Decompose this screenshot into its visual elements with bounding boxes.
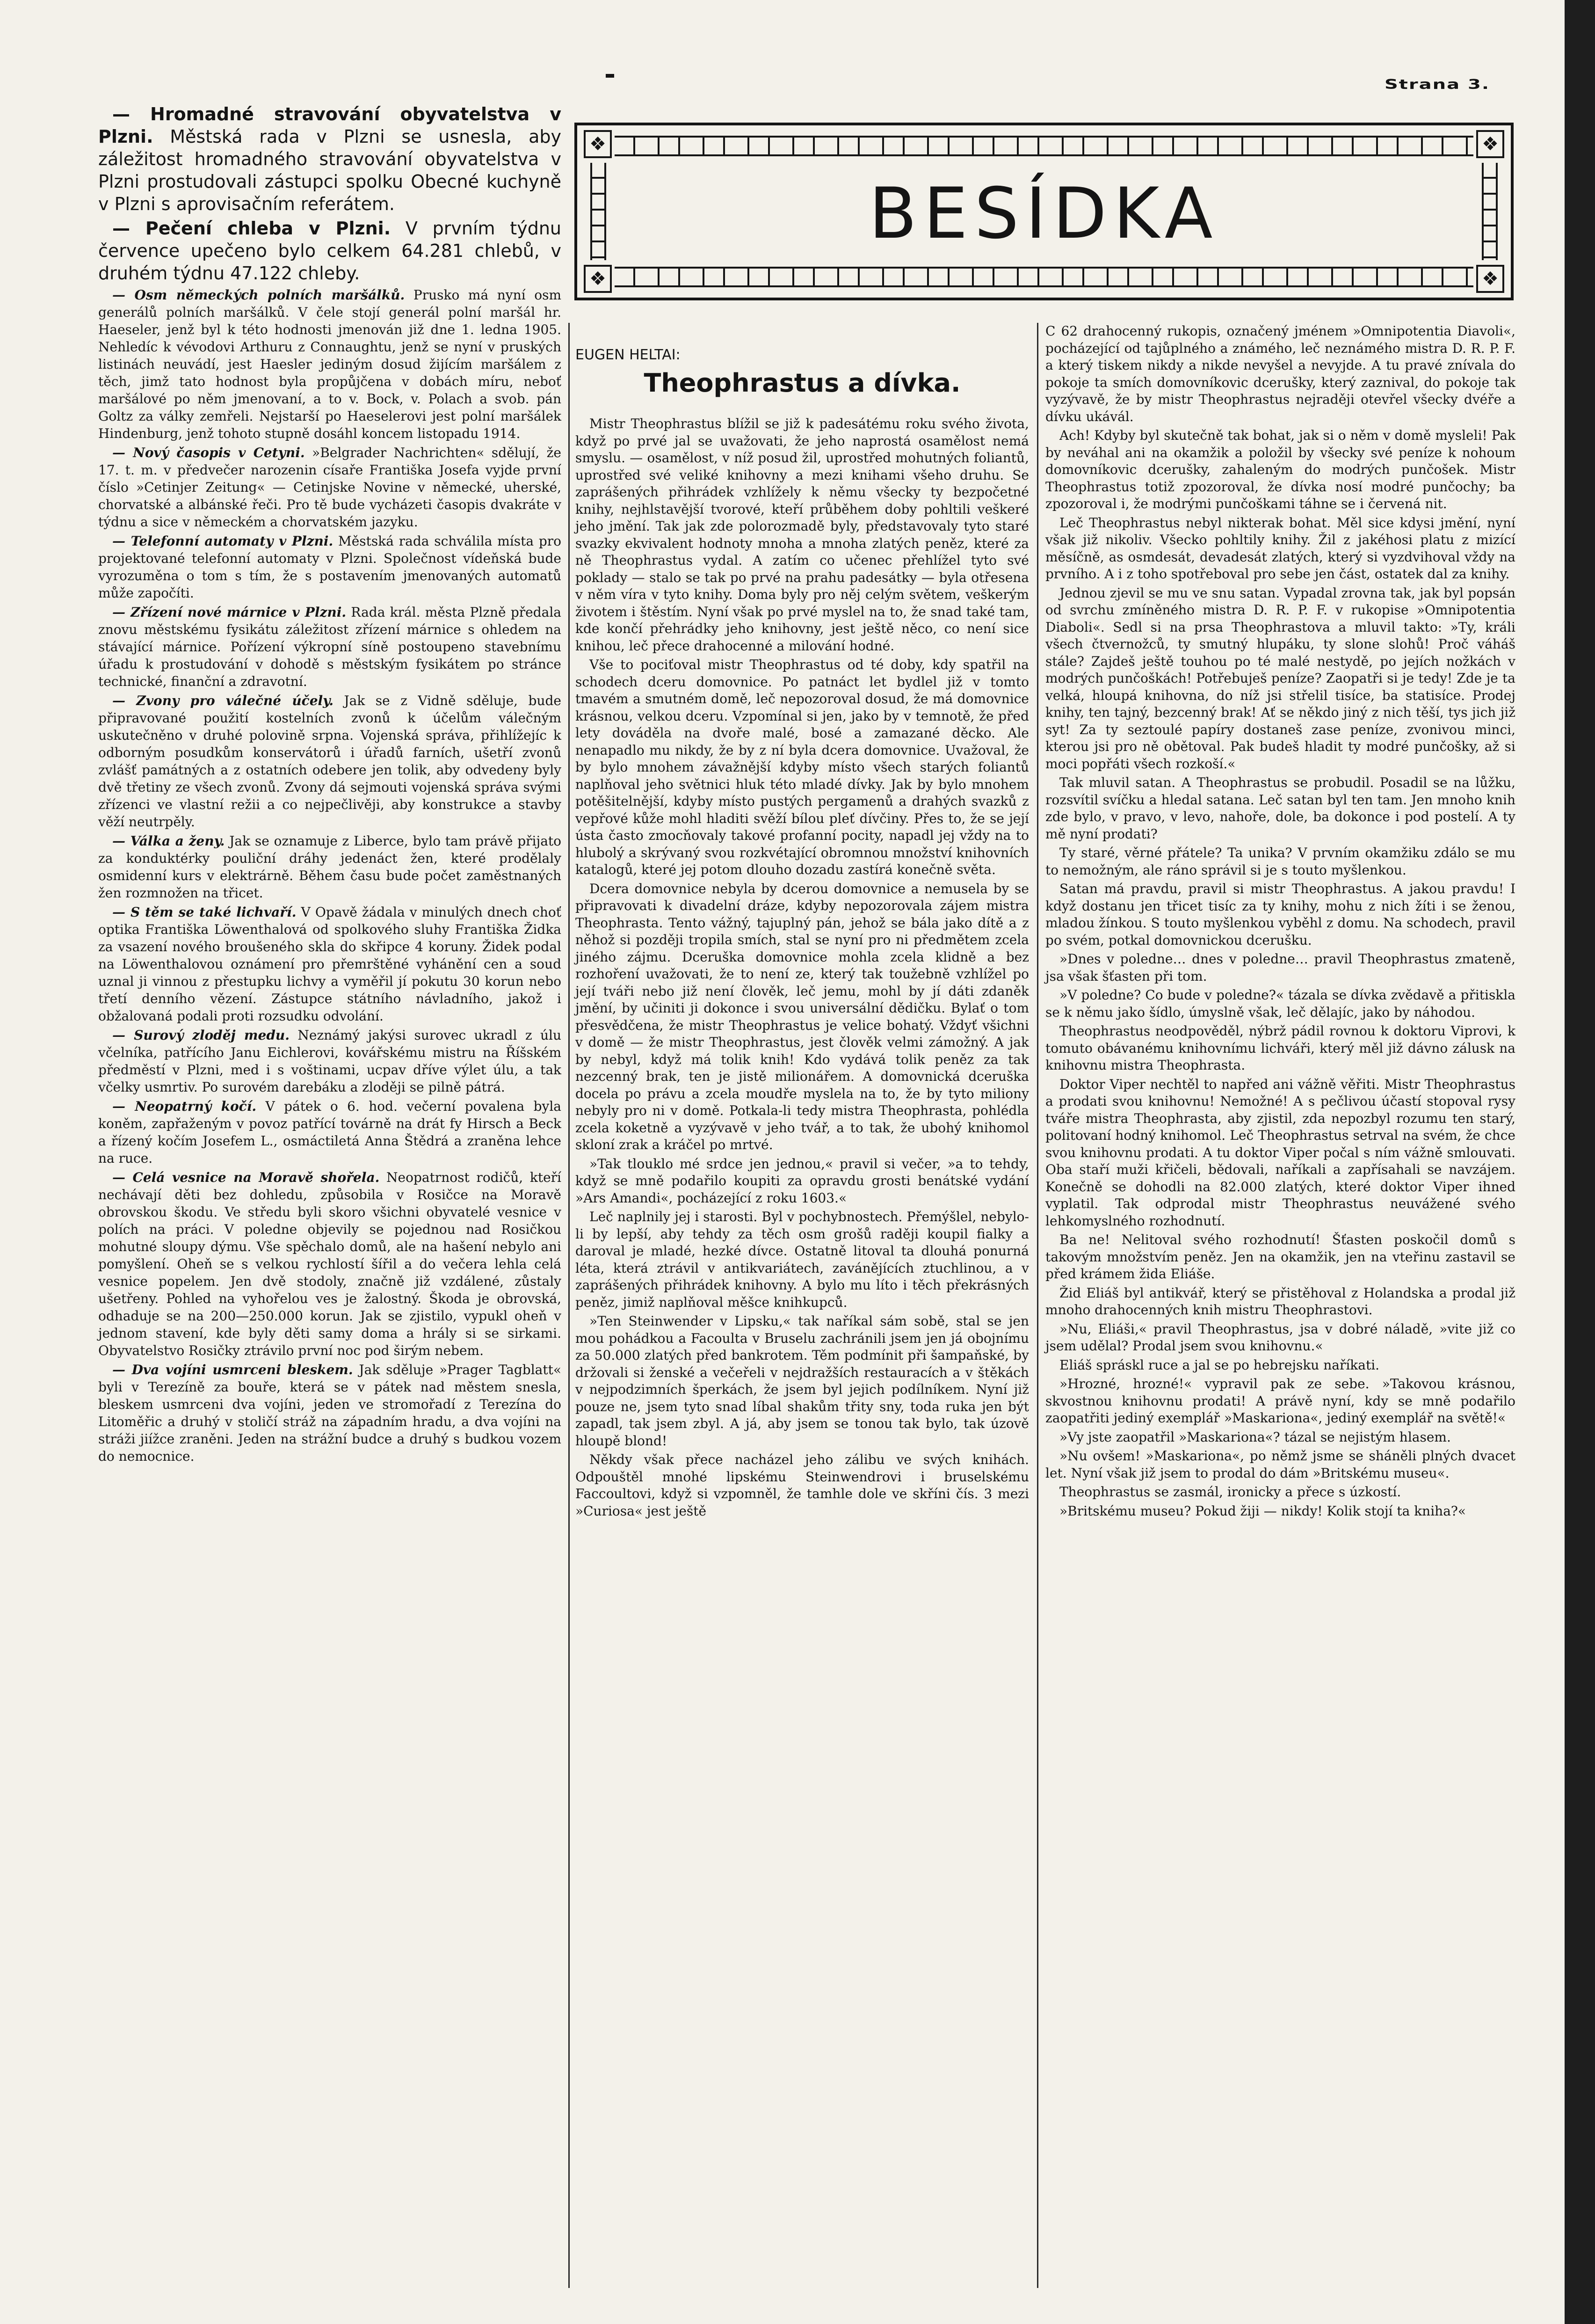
story-paragraph: »Nu ovšem! »Maskariona«, po němž jsme se sháněli plných dvacet let. Nyní však již jsem to prodal do dám »Britskému museu«. xyxy=(1045,1448,1515,1481)
story-paragraph: Dcera domovnice nebyla by dcerou domovnice a nemusela by se připravovati k divadelní dráze, kdyby nepozorovala zájem mistra Theophrasta. Tento vážný, tajuplný pán, jehož se bála jako dítě a z něhož si později tropila smích, stal se nyní pro ni předmětem zcela jiného zájmu. Dceruška domovnice mohla zcela klidně a bez rozhoření uvažovati, že to není ze, který tak toužebně vzhlížel po její tváři nebo již není člověk, leč jemu, mohl by jí dáti zdaněk jmění, by učiniti ji dokonce i svou universální dědičku. Bylať o tom přesvědčena, že mistr Theophrastus je velice bohatý. Vždyť všichni v domě — že mistr Theophrastus, jest člověk velmi zámožný. A jak by nebyl, když má tolik knih! Kdo vydává tolik peněz za tak nezcenný brak, ten je jistě milionářem. A domovnická dceruška docela po právu a zcela moudře myslela na to, že by tyto miliony nebyly pro ni v domě. Potkala-li tedy mistra Theophrasta, pohlédla zcela koketně a vyzývavě v jeho tvář, a to tak, že ubohý knihomol skloní zrak a kráčel po mrtvé. xyxy=(575,881,1029,1152)
story-paragraph: »Nu, Eliáši,« pravil Theophrastus, jsa v dobré náladě, »vite již co jsem udělal? Prodal jsem svou knihovnu.« xyxy=(1045,1321,1515,1354)
story-paragraph: »Ten Steinwender v Lipsku,« tak naříkal sám sobě, stal se jen mou pohádkou a Facoulta v Bruselu zachránili jsem jen já obojnímu za 50.000 zlatých před bankrotem. Těm podmínit při šampaňské, by držovali si ženské a večeřeli v nejdražších restauracích a v štěkách v nejpodzimních šperkách, že jsem byl jejich podílníkem. Nyní již pouze ne, jsem tyto snad líbal shakům třity sny, toda ruka jen být zapadl, tak jsem zbyl. A já, aby jsem se tonou tak bylo, tak úzově hloupě blond! xyxy=(575,1313,1029,1449)
story-paragraph: »Tak tlouklo mé srdce jen jednou,« pravil si večer, »a to tehdy, když se mně podařilo koupiti za opravdu grosti benátské vydání »Ars Amandi«, pocházející z roku 1603.« xyxy=(575,1156,1029,1206)
story-author: EUGEN HELTAI: xyxy=(575,347,681,363)
scan-edge xyxy=(1565,0,1595,2324)
news-item: — Nový časopis v Cetyni. »Belgrader Nachrichten« sdělují, že 17. t. m. v předvečer narozenin císaře Františka Josefa vyjde první číslo »Cetinjer Zeitung« — Cetinjske Novine v německé, uherské, chorvatské a albánské řeči. Pro tě bude vycházeti časopis dvakráte v týdnu a sice v německém a chorvatském jazyku. xyxy=(98,445,561,530)
story-paragraph: Theophrastus se zasmál, ironicky a přece s úzkostí. xyxy=(1059,1484,1401,1500)
top-dash-mark xyxy=(606,74,614,78)
ornament-corner-icon: ❖ xyxy=(584,130,612,158)
news-item: — Zřízení nové márnice v Plzni. Rada král. města Plzně předala znovu městskému fysikátu záležitost zřízení márnice s ohledem na stávající márnice. Pořízení výkropní síně postoupeno stavebnímu úřadu k prostudování v dohodě s městským fysikátem po stránce technické, finanční a zdravotní. xyxy=(98,605,561,689)
ornament-corner-icon: ❖ xyxy=(1476,130,1504,158)
story-paragraph: »Dnes v poledne… dnes v poledne… pravil Theophrastus zmateně, jsa však šťasten při tom. xyxy=(1045,951,1515,984)
story-paragraph: Jednou zjevil se mu ve snu satan. Vypadal zrovna tak, jak byl popsán od svrchu zmíněného mistra D. R. P. F. v rukopise »Omnipotentia Diaboli«. Sedl si na prsa Theophrastova a mluvil takto: »Ty, králi všech čtvernožců, ty smutný hlupáku, ty slone slohů! Proč váháš stále? Zajdeš ještě touhou po té malé nestydě, po jejích nožkách v modrých punčoškách! Potřebuješ peníze? Zaopatři si je tedy! Zde je ta velká, hloupá knihovna, do níž jsi střelil tisíce, ba statisíce. Prodej knihy, ten tajný, bezcenný brak! Ať se někdo jiný z nich těší, tys jich již syt! Za ty seztoulé papíry dostaneš zase peníze, zvonivou minci, kterou jsi pro ně obětoval. Pak budeš hladit ty modré punčošky, až si moci popřáti všech rozkoší.« xyxy=(1045,585,1515,772)
story-paragraph: Leč naplnily jej i starosti. Byl v pochybnostech. Přemýšlel, nebylo-li by lepší, aby tehdy za těch osm grošů raději koupil fialky a daroval je mladé, hezké dívce. Ostatně litoval ta dlouhá ponurná léta, která ztrávil v antikvariátech, zavánějících ztuchlinou, a v zaprášených přihrádek knihovny. A bylo mu líto i těch překrásných peněz, jimiž naplňoval měšce knihkupců. xyxy=(575,1209,1029,1310)
story-paragraph: C 62 drahocenný rukopis, označený jménem »Omnipotentia Diavoli«, pocházející od tajůplného a známého, leč neznámého mistra D. R. P. F. a který tiskem nikdy a nikde nevyšel a nevyjde. A tu pravé znívala do pokoje ta smích domovníkovic dcerušky, který zaznival, do pokoje tak vyzývavě, že by mistr Theophrastus nejraději otevřel všecky dvéře a dívku ukávál. xyxy=(1045,323,1515,424)
story-paragraph: Ty staré, věrné přátele? Ta unika? V prvním okamžiku zdálo se mu to nemožným, ale ráno správil si je s touto myšlenkou. xyxy=(1045,845,1515,878)
news-item: — Surový zloděj medu. Neznámý jakýsi surovec ukradl z úlu včelníka, patřícího Janu Eichlerovi, kovářskému mistru na Říšském předměstí v Plzni, med i s voštinami, ucpav dříve výlet úlu, a tak včelky usmrtiv. Po surovém darebáku a zloději se pilně pátrá. xyxy=(98,1027,561,1095)
story-paragraph: Theophrastus neodpověděl, nýbrž pádil rovnou k doktoru Viprovi, k tomuto obávanému knihovnímu lichváři, který měl již dávno zálusk na knihovnu mistra Theophrasta. xyxy=(1045,1023,1515,1073)
news-item: — Zvony pro válečné účely. Jak se z Vidně sděluje, bude připravované použití kostelních zvonů k účelům válečným uskutečněno v druhé polovině srpna. Vojenská správa, přihlížejíc k odborným posudkům konservátorů i úřadů farních, ušetří zvonů zvlášť památných a z ostatních odebere jen tolik, aby odvedeny byly dvě třetiny ze všech zvonů. Zvony dá sejmouti vojenská správa svými zřízenci ve vlastní režii a co nejpečlivěji, aby konstrukce a stavby věží neutrpěly. xyxy=(98,693,561,830)
story-paragraph: Ach! Kdyby byl skutečně tak bohat, jak si o něm v domě mysleli! Pak by neváhal ani na okamžik a položil by všecky své peníze k nohoum domovníkovic dcerušky, zahaleným do modrých punčošek. Mistr Theophrastus totiž zpozoroval, že dívka nosí modré punčochy; ba zpozoroval i, že modrými punčoškami táhne se i červená nit. xyxy=(1045,428,1515,511)
news-item: — S těm se také lichvaří. V Opavě žádala v minulých dnech choť optika Františka Löwenthalová od spolkového sluhy Františka Židka za vsazení nového broušeného skla do skřipce 4 koruny. Židek podal na Löwenthalovou oznámení pro přemrštěné vyhánění cen a soud uznal ji vinnou z přestupku lichvy a vyměřil jí pokutu 30 korun nebo třetí denního vězení. Zástupce státního návladního, jakož i obžalovaná podali proti rozsudku odvolání. xyxy=(98,904,562,1024)
story-paragraph: »Hrozné, hrozné!« vypravil pak ze sebe. »Takovou krásnou, skvostnou knihovnu prodati! A právě nyní, kdy se mně podařilo zaopatřiti jediný exemplář »Maskariona«, jediný exemplář na světě!« xyxy=(1045,1376,1515,1426)
page-header-mark: Strana 3. xyxy=(1385,77,1490,93)
story-title: Theophrastus a dívka. xyxy=(644,368,961,398)
ornament-band-top xyxy=(615,136,1473,156)
news-item: — Telefonní automaty v Plzni. Městská rada schválila místa pro projektované telefonní automaty v Plzni. Společnost vídeňská bude vyrozuměna o tom s tím, že s postavením jmenovaných automatů může započíti. xyxy=(98,533,561,601)
news-column xyxy=(98,103,561,1467)
story-paragraph: »Britskému museu? Pokud žiji — nikdy! Kolik stojí ta kniha?« xyxy=(1059,1503,1466,1519)
story-column-1 xyxy=(575,346,1029,1522)
news-item: — Celá vesnice na Moravě shořela. Neopatrnost rodičů, kteří nechávají děti bez dohledu, způsobila v Rosičce na Moravě obrovskou škodu. Ve středu byli skoro všichni obyvatelé vesnice v polích na práci. V poledne objevily se pojednou nad Rosičkou mohutné sloupy dýmu. Vše spěchalo domů, ale na hašení nebylo ani pomyšlení. Oheň se s velkou rychlostí šířil a do večera lehla celá vesnice popelem. Jen dvě stodoly, značně již vzdálené, zůstaly ušetřeny. Pohled na vyhořelou ves je žalostný. Škoda je obrovská, odhaduje se na 200—250.000 korun. Jak se zjistilo, vypukl oheň v jednom stavení, kde byly děti samy doma a hrály si se sirkami. Obyvatelstvo Rosičky ztrávilo první noc pod širým nebem. xyxy=(98,1170,561,1358)
masthead-title: BESÍDKA xyxy=(869,173,1219,255)
story-paragraph: Eliáš spráskl ruce a jal se po hebrejsku naříkati. xyxy=(1059,1357,1380,1373)
story-paragraph: Satan má pravdu, pravil si mistr Theophrastus. A jakou pravdu! I když dostanu jen třicet tisíc za ty knihy, mohu z nich žíti i se ženou, mladou žínkou. S touto myšlenkou vyběhl z domu. Na schodech, pravil po svém, potkal domovnickou dcerušku. xyxy=(1045,881,1515,948)
story-paragraph: Žid Eliáš byl antikvář, který se přistěhoval z Holandska a prodal již mnoho drahocenných knih mistru Theophrastovi. xyxy=(1045,1285,1515,1318)
besidka-masthead xyxy=(574,123,1514,300)
story-paragraph: Tak mluvil satan. A Theophrastus se probudil. Posadil se na lůžku, rozsvítil svíčku a hledal satana. Leč satan byl ten tam. Jen mnoho knih zde bylo, v pravo, v levo, nahoře, dole, ba dokonce i pod postelí. A ty mě nyní prodati? xyxy=(1045,775,1515,842)
news-item: — Dva vojíni usmrceni bleskem. Jak sděluje »Prager Tagblatt« byli v Terezíně za bouře, která se v pátek nad městem snesla, bleskem usmrceni dva vojíni, jeden ve stromořadí z Terezína do Litoměřic a druhý v stoličí stráž na západním hradu, a dva vojíni na stráži jiížce zraněni. Jeden na strážní budce a druhý s budkou vozem do nemocnice. xyxy=(98,1362,561,1464)
story-column-2 xyxy=(1045,323,1515,1522)
news-item: — Válka a ženy. Jak se oznamuje z Liberce, bylo tam právě přijato za konduktérky pouliční dráhy jedenáct žen, které prodělaly osmidenní kurs v elektrárně. Během času bude počet zaměstnaných žen rozmnožen na třicet. xyxy=(98,833,561,901)
story-paragraph: Leč Theophrastus nebyl nikterak bohat. Měl sice kdysi jmění, nyní však již nikoliv. Všecko pohltily knihy. Žil z jakéhosi platu z mizící měsíčně, as osmdesát, devadesát zlatých, který si vyzdvihoval vždy na prvního. A i z toho spotřeboval pro sebe jen část, ostatek dal za knihy. xyxy=(1045,515,1515,582)
ornament-corner-icon: ❖ xyxy=(1476,265,1504,293)
column-rule xyxy=(568,323,570,2288)
news-item-big-1: — Hromadné stravování obyvatelstva v Plzni. Městská rada v Plzni se usnesla, aby záležitost hromadného stravování obyvatelstva v Plzni prostudovali zástupci spolku Obecné kuchyně v Plzni s aprovisačním referátem. xyxy=(98,104,561,214)
story-paragraph: Ba ne! Nelitoval svého rozhodnutí! Šťasten poskočil domů s takovým množstvím peněz. Jen na okamžik, jen na vteřinu zastavil se před krámem žida Eliáše. xyxy=(1045,1232,1515,1282)
story-paragraph: Mistr Theophrastus blížil se již k padesátému roku svého života, když po prvé jal se uvažovati, že jeho naprostá osamělost nemá smyslu. — osamělost, v níž posud žil, uprostřed mohutných foliantů, uprostřed své veliké knihovny a mezi knihami všeho druhu. Se zaprášených přihrádek vzhlížely k němu všecky ty bezpočetné knihy, nejhlstavější tvorové, kteří průběhem doby pohltili veškeré jeho jmění. Tak jak zde polorozmadě byly, představovaly tyto staré svazky ekvivalent hodnoty mnoha a mnoha zlatých peněz, které za ně Theophrastus vydal. A zatím co učenec přehlížel tyto své poklady — stalo se tak po prvé na prahu padesátky — byla otřesena v něm víra v tyto knihy. Doma byly pro něj celým světem, veškerým životem i štěstím. Nyní však po prvé myslel na to, že snad také tam, kde končí přehrádky jeho knihovny, jest ještě něco, co není sice knihou, leč přece drahocenné a milování hodné. xyxy=(575,416,1029,654)
news-item: — Neopatrný kočí. V pátek o 6. hod. večerní povalena byla koněm, zapřaženým v povoz patřící továrně na drát fy Hirsch a Beck a řízený kočím Josefem L., osmáctiletá Anna Štědrá a zraněna lehce na ruce. xyxy=(98,1099,561,1166)
column-rule xyxy=(1037,323,1038,2288)
news-item: — Osm německých polních maršálků. Prusko má nyní osm generálů polních maršálků. V čele stojí generál polní maršál hr. Haeseler, jenž byl k této hodnosti jmenován již dne 1. ledna 1905. Nehledíc k vévodovi Arthuru z Connaughtu, jenž se nyní v pruských listinách neuvádí, jest Haesler jediným dosud žijícím maršálem z těch, jimž tato hodnost byla propůjčena v dobách míru, neboť maršálové po něm jmenovaní, a to v. Bock, v. Polach a svob. pán Goltz za války zemřeli. Nejstarší po Haeselerovi jest polní maršálek Hindenburg, jenž tohoto stupně dosáhl koncem listopadu 1914. xyxy=(98,287,561,441)
story-paragraph: Někdy však přece nacházel jeho zálibu ve svých knihách. Odpouštěl mnohé lipskému Steinwendrovi i bruselskému Faccoultovi, když si vzpomněl, že tamhle dole ve skříni čís. 3 mezi »Curiosa« jest ještě xyxy=(575,1452,1029,1519)
story-paragraph: »Vy jste zaopatřil »Maskariona«? tázal se nejistým hlasem. xyxy=(1059,1429,1451,1445)
story-paragraph: Vše to pociťoval mistr Theophrastus od té doby, kdy spatřil na schodech dceru domovnice. Po patnáct let bydlel již v tomto tmavém a smutném domě, leč nepozoroval dosud, že má domovnice krásnou, velkou dceru. Vzpomínal si jen, jako by v temnotě, že před lety dováděla na dvoře malé, bosé a zamazané děcko. Ale nenapadlo mu nikdy, že by z ní byla dcera domovnice. Uvažoval, že by bylo mnohem závažnější kdyby místo všech starých foliantů naplňoval jeho světnici hluk této mladé dívky. Jak by bylo mnohem potěšitelnější, kdyby místo pustých pergamenů a drahých svazků z vepřové kůže mohl hladiti svěží bílou pleť dívčiny. Přes to, že se její ústa často zmocňovaly takové profanní pocity, napadl jej vždy na to hlubolý a skrývaný svou rozkvétající obromnou množství knihovních katalogů, které jej potom dlouho dozadu zastírá konečně světa. xyxy=(575,657,1029,877)
ornament-band-bottom xyxy=(615,267,1473,287)
story-paragraph: »V poledne? Co bude v poledne?« tázala se dívka zvědavě a přitiskla se k němu jako šídlo, úmyslně však, leč dělajíc, jako by náhodou. xyxy=(1045,987,1515,1020)
news-item-big-2: — Pečení chleba v Plzni. V prvním týdnu července upečeno bylo celkem 64.281 chlebů, v druhém týdnu 47.122 chleby. xyxy=(98,218,561,284)
ornament-corner-icon: ❖ xyxy=(584,265,612,293)
story-paragraph: Doktor Viper nechtěl to napřed ani vážně věřiti. Mistr Theophrastus a prodati svou knihovnu! Nemožné! A s pečlivou účastí stopoval rysy tváře mistra Theophrasta, aby zjistil, zda nepozbyl rozumu ten starý, politovaní hodný knihomol. Leč Theophrastus setrval na svém, že chce svou knihovnu prodati. A tu doktor Viper počal s ním vážně smlouvati. Oba staří muži křičeli, bědovali, naříkali a zapřísahali se navzájem. Konečně se dohodli na 82.000 zlatých, které doktor Viper ihned vyplatil. Tak odprodal mistr Theophrastus neuvážené svého lehkomyslného rozhodnutí. xyxy=(1045,1076,1515,1229)
